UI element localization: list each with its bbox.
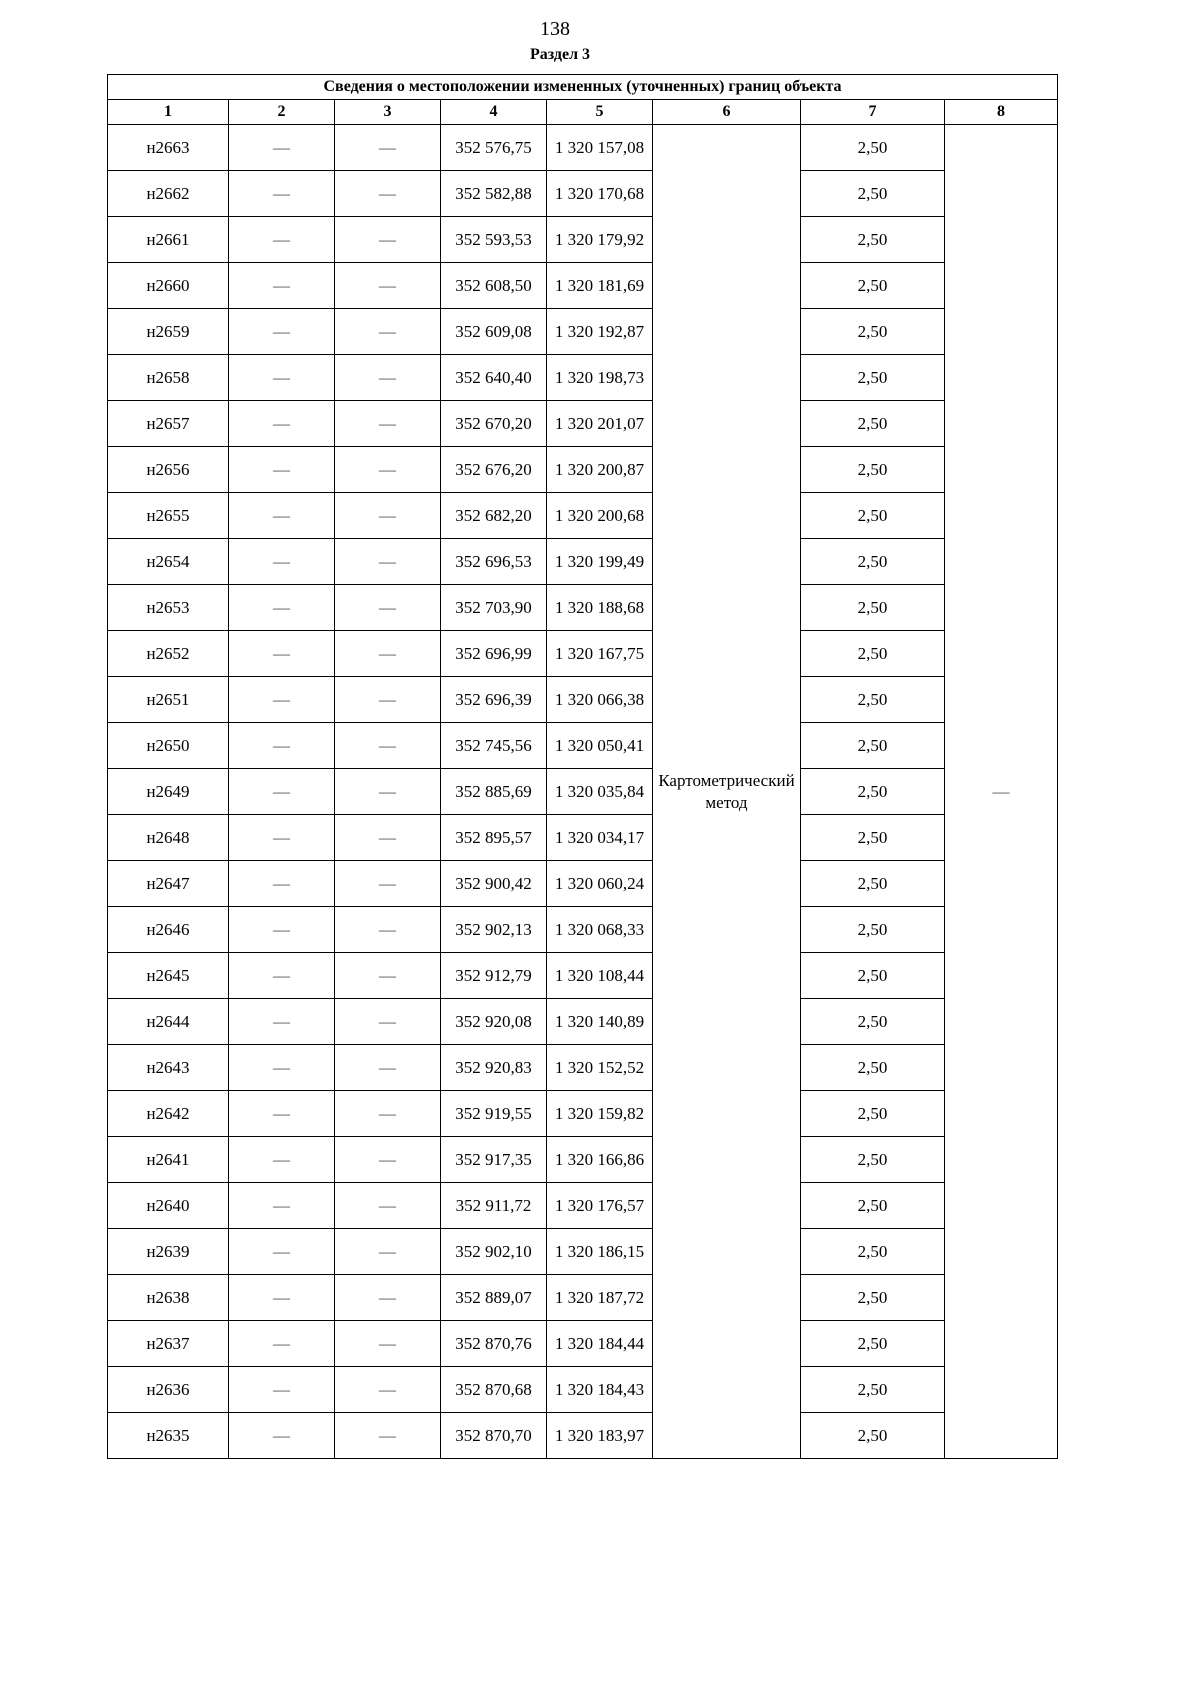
column-2-cell: — xyxy=(229,723,335,769)
column-3-cell: — xyxy=(335,401,441,447)
column-2-cell: — xyxy=(229,355,335,401)
point-number-cell: н2641 xyxy=(108,1137,229,1183)
point-number-cell: н2663 xyxy=(108,125,229,171)
column-3-cell: — xyxy=(335,1137,441,1183)
column-2-cell: — xyxy=(229,263,335,309)
column-8-cell: — xyxy=(945,125,1058,1459)
column-2-cell: — xyxy=(229,539,335,585)
accuracy-cell: 2,50 xyxy=(801,723,945,769)
column-number-row xyxy=(108,100,1058,125)
column-2-cell: — xyxy=(229,401,335,447)
table-row xyxy=(108,677,1058,723)
column-3-cell: — xyxy=(335,493,441,539)
point-number-cell: н2649 xyxy=(108,769,229,815)
y-coordinate-cell: 1 320 159,82 xyxy=(547,1091,653,1137)
column-3-cell: — xyxy=(335,1183,441,1229)
x-coordinate-cell: 352 900,42 xyxy=(441,861,547,907)
column-2-cell: — xyxy=(229,1183,335,1229)
x-coordinate-cell: 352 911,72 xyxy=(441,1183,547,1229)
point-number-cell: н2637 xyxy=(108,1321,229,1367)
column-2-cell: — xyxy=(229,1275,335,1321)
column-3-cell: — xyxy=(335,907,441,953)
column-2-cell: — xyxy=(229,585,335,631)
x-coordinate-cell: 352 889,07 xyxy=(441,1275,547,1321)
table-row xyxy=(108,1321,1058,1367)
accuracy-cell: 2,50 xyxy=(801,263,945,309)
y-coordinate-cell: 1 320 201,07 xyxy=(547,401,653,447)
point-number-cell: н2656 xyxy=(108,447,229,493)
point-number-cell: н2654 xyxy=(108,539,229,585)
table-row xyxy=(108,999,1058,1045)
y-coordinate-cell: 1 320 152,52 xyxy=(547,1045,653,1091)
column-2-cell: — xyxy=(229,1321,335,1367)
column-3-cell: — xyxy=(335,677,441,723)
column-2-cell: — xyxy=(229,309,335,355)
table-row xyxy=(108,217,1058,263)
table-row xyxy=(108,631,1058,677)
table-row xyxy=(108,907,1058,953)
column-3-cell: — xyxy=(335,631,441,677)
table-row xyxy=(108,1045,1058,1091)
y-coordinate-cell: 1 320 184,43 xyxy=(547,1367,653,1413)
point-number-cell: н2653 xyxy=(108,585,229,631)
column-3-cell: — xyxy=(335,1229,441,1275)
x-coordinate-cell: 352 912,79 xyxy=(441,953,547,999)
column-3-cell: — xyxy=(335,125,441,171)
column-2-cell: — xyxy=(229,907,335,953)
x-coordinate-cell: 352 703,90 xyxy=(441,585,547,631)
accuracy-cell: 2,50 xyxy=(801,769,945,815)
column-3-cell: — xyxy=(335,355,441,401)
column-number: 4 xyxy=(441,100,547,125)
table-row xyxy=(108,309,1058,355)
accuracy-cell: 2,50 xyxy=(801,1229,945,1275)
accuracy-cell: 2,50 xyxy=(801,1321,945,1367)
table-row xyxy=(108,1091,1058,1137)
column-2-cell: — xyxy=(229,631,335,677)
table-row xyxy=(108,493,1058,539)
column-2-cell: — xyxy=(229,1137,335,1183)
column-3-cell: — xyxy=(335,861,441,907)
point-number-cell: н2660 xyxy=(108,263,229,309)
y-coordinate-cell: 1 320 186,15 xyxy=(547,1229,653,1275)
point-number-cell: н2648 xyxy=(108,815,229,861)
y-coordinate-cell: 1 320 140,89 xyxy=(547,999,653,1045)
accuracy-cell: 2,50 xyxy=(801,1367,945,1413)
y-coordinate-cell: 1 320 066,38 xyxy=(547,677,653,723)
column-3-cell: — xyxy=(335,953,441,999)
column-number: 7 xyxy=(801,100,945,125)
y-coordinate-cell: 1 320 199,49 xyxy=(547,539,653,585)
y-coordinate-cell: 1 320 200,68 xyxy=(547,493,653,539)
x-coordinate-cell: 352 670,20 xyxy=(441,401,547,447)
point-number-cell: н2640 xyxy=(108,1183,229,1229)
point-number-cell: н2638 xyxy=(108,1275,229,1321)
point-number-cell: н2642 xyxy=(108,1091,229,1137)
column-number: 5 xyxy=(547,100,653,125)
table-row xyxy=(108,263,1058,309)
accuracy-cell: 2,50 xyxy=(801,1091,945,1137)
column-2-cell: — xyxy=(229,1367,335,1413)
x-coordinate-cell: 352 902,13 xyxy=(441,907,547,953)
column-2-cell: — xyxy=(229,447,335,493)
point-number-cell: н2636 xyxy=(108,1367,229,1413)
point-number-cell: н2659 xyxy=(108,309,229,355)
y-coordinate-cell: 1 320 200,87 xyxy=(547,447,653,493)
point-number-cell: н2662 xyxy=(108,171,229,217)
column-3-cell: — xyxy=(335,447,441,493)
y-coordinate-cell: 1 320 167,75 xyxy=(547,631,653,677)
x-coordinate-cell: 352 920,83 xyxy=(441,1045,547,1091)
table-row xyxy=(108,401,1058,447)
x-coordinate-cell: 352 870,68 xyxy=(441,1367,547,1413)
column-3-cell: — xyxy=(335,1045,441,1091)
x-coordinate-cell: 352 870,70 xyxy=(441,1413,547,1459)
x-coordinate-cell: 352 696,39 xyxy=(441,677,547,723)
y-coordinate-cell: 1 320 192,87 xyxy=(547,309,653,355)
table-row xyxy=(108,1229,1058,1275)
column-2-cell: — xyxy=(229,815,335,861)
accuracy-cell: 2,50 xyxy=(801,815,945,861)
table-row xyxy=(108,861,1058,907)
y-coordinate-cell: 1 320 176,57 xyxy=(547,1183,653,1229)
column-3-cell: — xyxy=(335,217,441,263)
y-coordinate-cell: 1 320 050,41 xyxy=(547,723,653,769)
accuracy-cell: 2,50 xyxy=(801,631,945,677)
x-coordinate-cell: 352 696,99 xyxy=(441,631,547,677)
accuracy-cell: 2,50 xyxy=(801,217,945,263)
column-2-cell: — xyxy=(229,493,335,539)
table-row xyxy=(108,1367,1058,1413)
table-row xyxy=(108,447,1058,493)
method-cell: Картометрический метод xyxy=(653,125,801,1459)
accuracy-cell: 2,50 xyxy=(801,907,945,953)
column-number: 1 xyxy=(108,100,229,125)
point-number-cell: н2657 xyxy=(108,401,229,447)
x-coordinate-cell: 352 682,20 xyxy=(441,493,547,539)
y-coordinate-cell: 1 320 198,73 xyxy=(547,355,653,401)
table-caption: Сведения о местоположении измененных (уточненных) границ объекта xyxy=(108,75,1058,100)
point-number-cell: н2647 xyxy=(108,861,229,907)
boundary-coordinates-table xyxy=(107,74,1058,1459)
point-number-cell: н2645 xyxy=(108,953,229,999)
column-3-cell: — xyxy=(335,1367,441,1413)
column-2-cell: — xyxy=(229,1413,335,1459)
column-2-cell: — xyxy=(229,1045,335,1091)
table-row xyxy=(108,585,1058,631)
column-2-cell: — xyxy=(229,999,335,1045)
column-3-cell: — xyxy=(335,1091,441,1137)
x-coordinate-cell: 352 885,69 xyxy=(441,769,547,815)
y-coordinate-cell: 1 320 034,17 xyxy=(547,815,653,861)
accuracy-cell: 2,50 xyxy=(801,401,945,447)
x-coordinate-cell: 352 608,50 xyxy=(441,263,547,309)
y-coordinate-cell: 1 320 184,44 xyxy=(547,1321,653,1367)
table-row xyxy=(108,1183,1058,1229)
x-coordinate-cell: 352 870,76 xyxy=(441,1321,547,1367)
accuracy-cell: 2,50 xyxy=(801,677,945,723)
x-coordinate-cell: 352 593,53 xyxy=(441,217,547,263)
point-number-cell: н2639 xyxy=(108,1229,229,1275)
column-2-cell: — xyxy=(229,171,335,217)
y-coordinate-cell: 1 320 188,68 xyxy=(547,585,653,631)
column-3-cell: — xyxy=(335,263,441,309)
table-row xyxy=(108,953,1058,999)
column-2-cell: — xyxy=(229,217,335,263)
column-number: 6 xyxy=(653,100,801,125)
accuracy-cell: 2,50 xyxy=(801,1183,945,1229)
column-3-cell: — xyxy=(335,815,441,861)
column-3-cell: — xyxy=(335,1321,441,1367)
point-number-cell: н2646 xyxy=(108,907,229,953)
column-3-cell: — xyxy=(335,309,441,355)
table-body xyxy=(108,125,1058,1459)
accuracy-cell: 2,50 xyxy=(801,953,945,999)
accuracy-cell: 2,50 xyxy=(801,1045,945,1091)
section-title: Раздел 3 xyxy=(529,46,591,63)
y-coordinate-cell: 1 320 170,68 xyxy=(547,171,653,217)
column-number: 3 xyxy=(335,100,441,125)
column-number: 2 xyxy=(229,100,335,125)
column-3-cell: — xyxy=(335,539,441,585)
column-2-cell: — xyxy=(229,1091,335,1137)
point-number-cell: н2651 xyxy=(108,677,229,723)
accuracy-cell: 2,50 xyxy=(801,355,945,401)
table-row xyxy=(108,539,1058,585)
column-3-cell: — xyxy=(335,1275,441,1321)
accuracy-cell: 2,50 xyxy=(801,171,945,217)
y-coordinate-cell: 1 320 181,69 xyxy=(547,263,653,309)
x-coordinate-cell: 352 609,08 xyxy=(441,309,547,355)
accuracy-cell: 2,50 xyxy=(801,447,945,493)
accuracy-cell: 2,50 xyxy=(801,1137,945,1183)
y-coordinate-cell: 1 320 068,33 xyxy=(547,907,653,953)
y-coordinate-cell: 1 320 179,92 xyxy=(547,217,653,263)
table-row xyxy=(108,355,1058,401)
x-coordinate-cell: 352 676,20 xyxy=(441,447,547,493)
column-3-cell: — xyxy=(335,1413,441,1459)
x-coordinate-cell: 352 919,55 xyxy=(441,1091,547,1137)
point-number-cell: н2635 xyxy=(108,1413,229,1459)
accuracy-cell: 2,50 xyxy=(801,125,945,171)
table-row xyxy=(108,1275,1058,1321)
column-2-cell: — xyxy=(229,953,335,999)
column-3-cell: — xyxy=(335,769,441,815)
column-2-cell: — xyxy=(229,677,335,723)
accuracy-cell: 2,50 xyxy=(801,585,945,631)
point-number-cell: н2650 xyxy=(108,723,229,769)
accuracy-cell: 2,50 xyxy=(801,861,945,907)
point-number-cell: н2644 xyxy=(108,999,229,1045)
x-coordinate-cell: 352 902,10 xyxy=(441,1229,547,1275)
column-2-cell: — xyxy=(229,125,335,171)
accuracy-cell: 2,50 xyxy=(801,493,945,539)
point-number-cell: н2655 xyxy=(108,493,229,539)
accuracy-cell: 2,50 xyxy=(801,999,945,1045)
y-coordinate-cell: 1 320 035,84 xyxy=(547,769,653,815)
point-number-cell: н2652 xyxy=(108,631,229,677)
table-row xyxy=(108,1413,1058,1459)
table-row xyxy=(108,815,1058,861)
y-coordinate-cell: 1 320 157,08 xyxy=(547,125,653,171)
x-coordinate-cell: 352 576,75 xyxy=(441,125,547,171)
column-3-cell: — xyxy=(335,723,441,769)
column-2-cell: — xyxy=(229,1229,335,1275)
page-number: 138 xyxy=(540,18,570,40)
x-coordinate-cell: 352 745,56 xyxy=(441,723,547,769)
point-number-cell: н2658 xyxy=(108,355,229,401)
y-coordinate-cell: 1 320 166,86 xyxy=(547,1137,653,1183)
column-2-cell: — xyxy=(229,861,335,907)
x-coordinate-cell: 352 582,88 xyxy=(441,171,547,217)
x-coordinate-cell: 352 920,08 xyxy=(441,999,547,1045)
column-number: 8 xyxy=(945,100,1058,125)
x-coordinate-cell: 352 895,57 xyxy=(441,815,547,861)
point-number-cell: н2661 xyxy=(108,217,229,263)
column-3-cell: — xyxy=(335,585,441,631)
table-row xyxy=(108,723,1058,769)
accuracy-cell: 2,50 xyxy=(801,1413,945,1459)
accuracy-cell: 2,50 xyxy=(801,539,945,585)
table-row xyxy=(108,171,1058,217)
y-coordinate-cell: 1 320 183,97 xyxy=(547,1413,653,1459)
y-coordinate-cell: 1 320 060,24 xyxy=(547,861,653,907)
x-coordinate-cell: 352 696,53 xyxy=(441,539,547,585)
accuracy-cell: 2,50 xyxy=(801,309,945,355)
y-coordinate-cell: 1 320 108,44 xyxy=(547,953,653,999)
point-number-cell: н2643 xyxy=(108,1045,229,1091)
table-row xyxy=(108,769,1058,815)
x-coordinate-cell: 352 917,35 xyxy=(441,1137,547,1183)
accuracy-cell: 2,50 xyxy=(801,1275,945,1321)
y-coordinate-cell: 1 320 187,72 xyxy=(547,1275,653,1321)
x-coordinate-cell: 352 640,40 xyxy=(441,355,547,401)
table-row xyxy=(108,1137,1058,1183)
table-row xyxy=(108,125,1058,171)
column-2-cell: — xyxy=(229,769,335,815)
column-3-cell: — xyxy=(335,999,441,1045)
column-3-cell: — xyxy=(335,171,441,217)
